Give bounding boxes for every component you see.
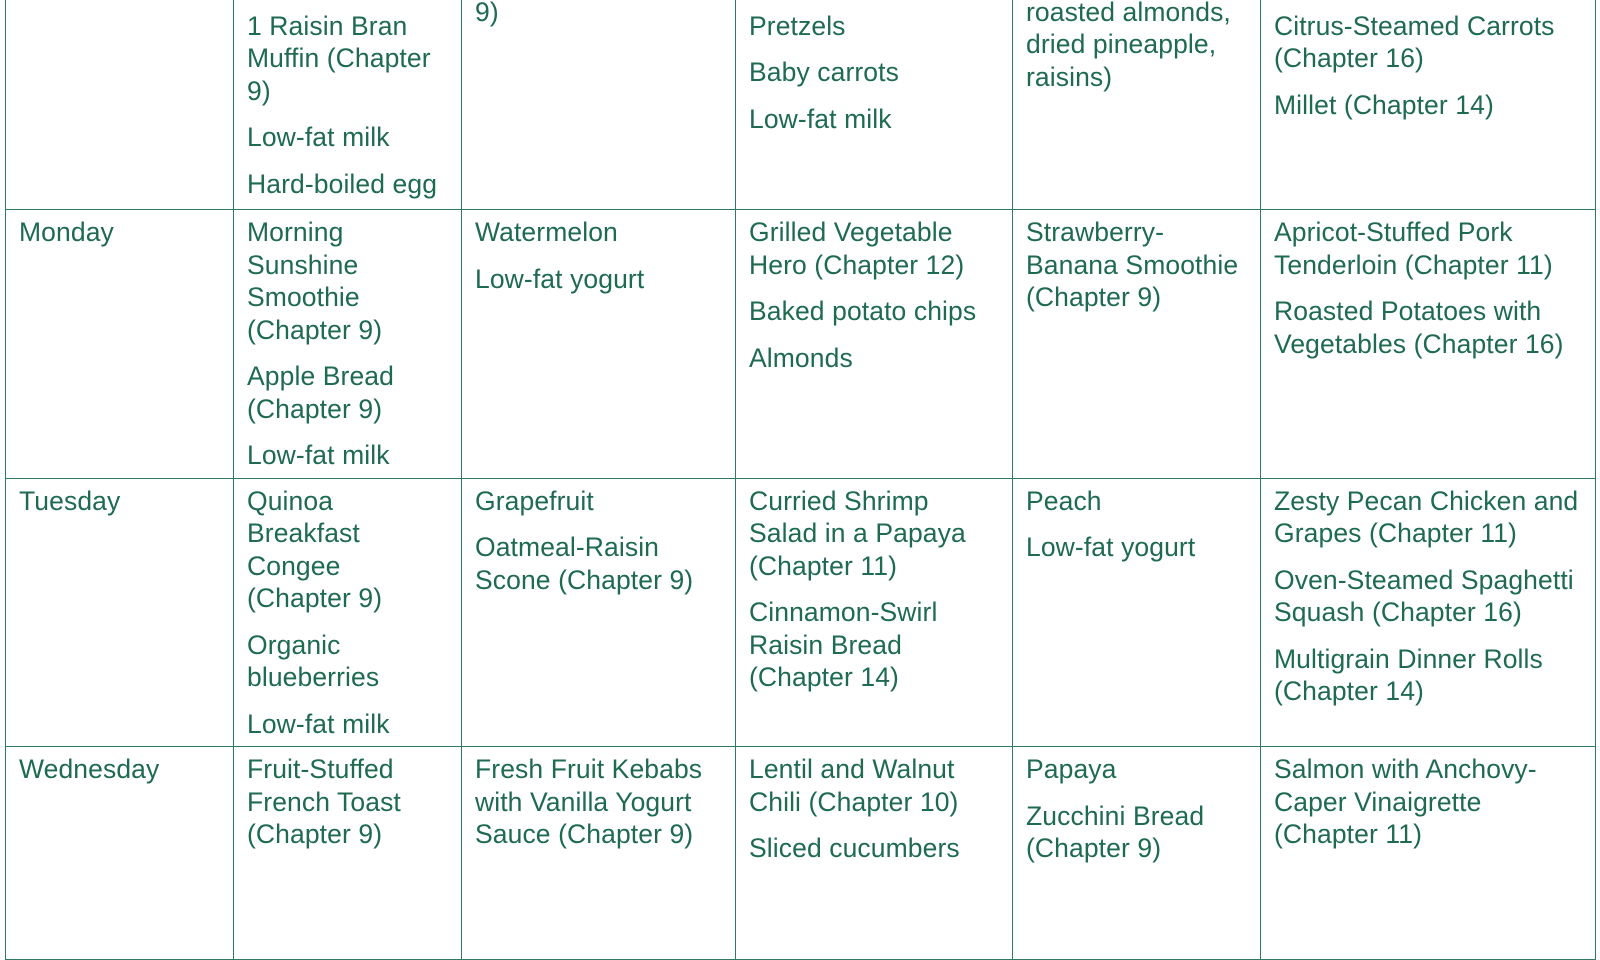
menu-item: Sliced cucumbers: [749, 833, 960, 863]
menu-item: Fresh Fruit Kebabs with Vanilla Yogurt Sauce (Chapter 9): [475, 754, 703, 849]
menu-item: Papaya: [1026, 754, 1117, 784]
menu-item: Low-fat yogurt: [1026, 532, 1196, 562]
day-cell: [6, 0, 234, 210]
snack2-cell: [1013, 210, 1261, 479]
menu-item: Oatmeal-Raisin Scone (Chapter 9): [475, 532, 694, 595]
menu-item: Millet (Chapter 14): [1274, 89, 1494, 120]
table-row: [6, 747, 1596, 960]
menu-item: Fruit-Stuffed French Toast (Chapter 9): [247, 754, 401, 849]
snack1-cell: [462, 747, 736, 960]
day-label: Tuesday: [19, 485, 121, 516]
menu-item: Low-fat milk: [247, 440, 390, 470]
menu-item: Salmon with Anchovy-Caper Vinaigrette (Chapter 11): [1274, 754, 1537, 849]
table-row: [6, 0, 1596, 210]
menu-item: Low-fat milk: [247, 708, 390, 739]
lunch-cell: [736, 0, 1013, 210]
menu-item: Zucchini Bread (Chapter 9): [1026, 800, 1205, 863]
menu-item: Lentil and Walnut Chili (Chapter 10): [749, 754, 959, 817]
menu-item: Zesty Pecan Chicken and Grapes (Chapter 11): [1274, 485, 1579, 548]
table-row: [6, 210, 1596, 479]
menu-item: 9): [475, 0, 499, 27]
menu-item: Hard-boiled egg: [247, 168, 438, 199]
menu-item: Peach: [1026, 485, 1102, 516]
day-label: Wednesday: [19, 754, 160, 784]
menu-item: Morning Sunshine Smoothie (Chapter 9): [247, 217, 383, 345]
dinner-cell: [1261, 0, 1596, 210]
snack1-cell: [462, 210, 736, 479]
day-label: Monday: [19, 217, 114, 247]
menu-item: 1 Raisin Bran Muffin (Chapter 9): [247, 10, 431, 106]
breakfast-cell: [234, 0, 462, 210]
breakfast-cell: [234, 478, 462, 747]
day-cell: [6, 478, 234, 747]
menu-item: Low-fat milk: [247, 122, 390, 152]
menu-item: Low-fat milk: [749, 103, 892, 134]
snack2-cell: [1013, 0, 1261, 210]
table-row: [6, 478, 1596, 747]
menu-item: Baby carrots: [749, 57, 899, 87]
day-cell: [6, 210, 234, 479]
menu-item: Grilled Vegetable Hero (Chapter 12): [749, 217, 965, 280]
menu-item: roasted almonds, dried pineapple, raisins): [1026, 0, 1231, 92]
meal-plan-table: [5, 0, 1596, 960]
menu-item: Curried Shrimp Salad in a Papaya (Chapter 11): [749, 485, 966, 581]
menu-item: Roasted Potatoes with Vegetables (Chapter 16): [1274, 296, 1564, 359]
day-cell: [6, 747, 234, 960]
snack1-cell: [462, 478, 736, 747]
menu-item: Low-fat yogurt: [475, 263, 645, 294]
dinner-cell: [1261, 747, 1596, 960]
lunch-cell: [736, 210, 1013, 479]
dinner-cell: [1261, 210, 1596, 479]
dinner-cell: [1261, 478, 1596, 747]
lunch-cell: [736, 747, 1013, 960]
menu-item: Multigrain Dinner Rolls (Chapter 14): [1274, 643, 1543, 706]
menu-item: Citrus-Steamed Carrots (Chapter 16): [1274, 10, 1555, 73]
menu-item: Almonds: [749, 342, 853, 373]
snack2-cell: [1013, 478, 1261, 747]
menu-item: Watermelon: [475, 217, 618, 247]
menu-item: Strawberry-Banana Smoothie (Chapter 9): [1026, 217, 1239, 312]
menu-item: Cinnamon-Swirl Raisin Bread (Chapter 14): [749, 597, 938, 692]
breakfast-cell: [234, 210, 462, 479]
menu-item: Grapefruit: [475, 485, 594, 516]
breakfast-cell: [234, 747, 462, 960]
snack1-cell: [462, 0, 736, 210]
menu-item: Apple Bread (Chapter 9): [247, 361, 394, 424]
lunch-cell: [736, 478, 1013, 747]
menu-item: Baked potato chips: [749, 296, 977, 326]
menu-item: Pretzels: [749, 10, 846, 41]
snack2-cell: [1013, 747, 1261, 960]
menu-item: Apricot-Stuffed Pork Tenderloin (Chapter 11): [1274, 217, 1553, 280]
menu-item: Organic blueberries: [247, 629, 380, 692]
menu-item: Quinoa Breakfast Congee (Chapter 9): [247, 485, 383, 613]
menu-item: Oven-Steamed Spaghetti Squash (Chapter 16): [1274, 564, 1574, 627]
